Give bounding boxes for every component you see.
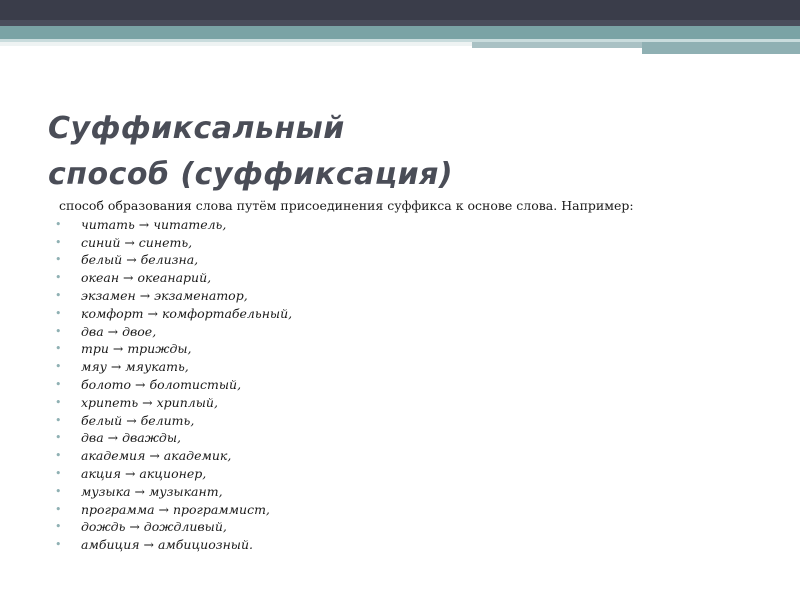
- example-item: [55, 429, 775, 447]
- example-item: [55, 358, 775, 376]
- definition-text: способ образования слова путём присоединения суффикса к основе слова. Например:: [59, 198, 634, 213]
- example-text: мяу → мяукать,: [81, 359, 189, 375]
- bullet-icon: •: [55, 484, 62, 498]
- example-item: [55, 465, 775, 483]
- bullet-icon: •: [55, 377, 62, 391]
- bullet-icon: •: [55, 466, 62, 480]
- slide-title-line-2: способ (суффиксация): [48, 157, 454, 192]
- bullet-icon: •: [55, 306, 62, 320]
- example-text: два → дважды,: [81, 430, 182, 446]
- example-text: программа → программист,: [81, 501, 270, 517]
- example-text: академия → академик,: [81, 448, 232, 464]
- bullet-icon: •: [55, 502, 62, 516]
- example-item: [55, 323, 775, 341]
- bullet-icon: •: [55, 217, 62, 231]
- example-text: читать → читатель,: [81, 216, 227, 232]
- slide-body: [55, 197, 775, 554]
- header-bar-light: [0, 42, 472, 46]
- example-text: болото → болотистый,: [81, 376, 242, 392]
- example-item: [55, 412, 775, 430]
- example-text: акция → акционер,: [81, 465, 207, 481]
- example-item: [55, 234, 775, 252]
- bullet-icon: •: [55, 324, 62, 338]
- example-text: дождь → дождливый,: [81, 519, 227, 535]
- example-item: [55, 287, 775, 305]
- example-item: [55, 305, 775, 323]
- bullet-icon: •: [55, 413, 62, 427]
- example-text: два → двое,: [81, 323, 157, 339]
- bullet-icon: •: [55, 538, 62, 552]
- example-item: [55, 483, 775, 501]
- example-text: три → трижды,: [81, 341, 192, 357]
- example-text: хрипеть → хриплый,: [81, 394, 218, 410]
- example-item: [55, 501, 775, 519]
- slide-title: [48, 106, 453, 198]
- example-text: экзамен → экзаменатор,: [81, 287, 248, 303]
- header-bar-accent-right: [642, 42, 800, 54]
- example-item: [55, 394, 775, 412]
- example-item: [55, 536, 775, 554]
- bullet-icon: •: [55, 449, 62, 463]
- header-bar-teal: [0, 26, 800, 39]
- example-text: океан → океанарий,: [81, 270, 212, 286]
- examples-list: [55, 216, 775, 554]
- bullet-icon: •: [55, 360, 62, 374]
- bullet-icon: •: [55, 235, 62, 249]
- bullet-icon: •: [55, 431, 62, 445]
- bullet-icon: •: [55, 520, 62, 534]
- bullet-icon: •: [55, 395, 62, 409]
- header-bar-accent: [472, 42, 642, 48]
- example-item: [55, 216, 775, 234]
- example-item: [55, 251, 775, 269]
- example-text: амбиция → амбициозный.: [81, 537, 254, 553]
- example-text: синий → синеть,: [81, 234, 193, 250]
- example-item: [55, 269, 775, 287]
- example-text: белый → белить,: [81, 412, 195, 428]
- example-text: комфорт → комфортабельный,: [81, 305, 293, 321]
- bullet-icon: •: [55, 271, 62, 285]
- bullet-icon: •: [55, 342, 62, 356]
- bullet-icon: •: [55, 288, 62, 302]
- example-text: музыка → музыкант,: [81, 483, 223, 499]
- example-text: белый → белизна,: [81, 252, 199, 268]
- bullet-icon: •: [55, 253, 62, 267]
- slide-title-line-1: Суффиксальный: [48, 111, 345, 146]
- example-item: [55, 447, 775, 465]
- example-item: [55, 518, 775, 536]
- example-item: [55, 340, 775, 358]
- example-item: [55, 376, 775, 394]
